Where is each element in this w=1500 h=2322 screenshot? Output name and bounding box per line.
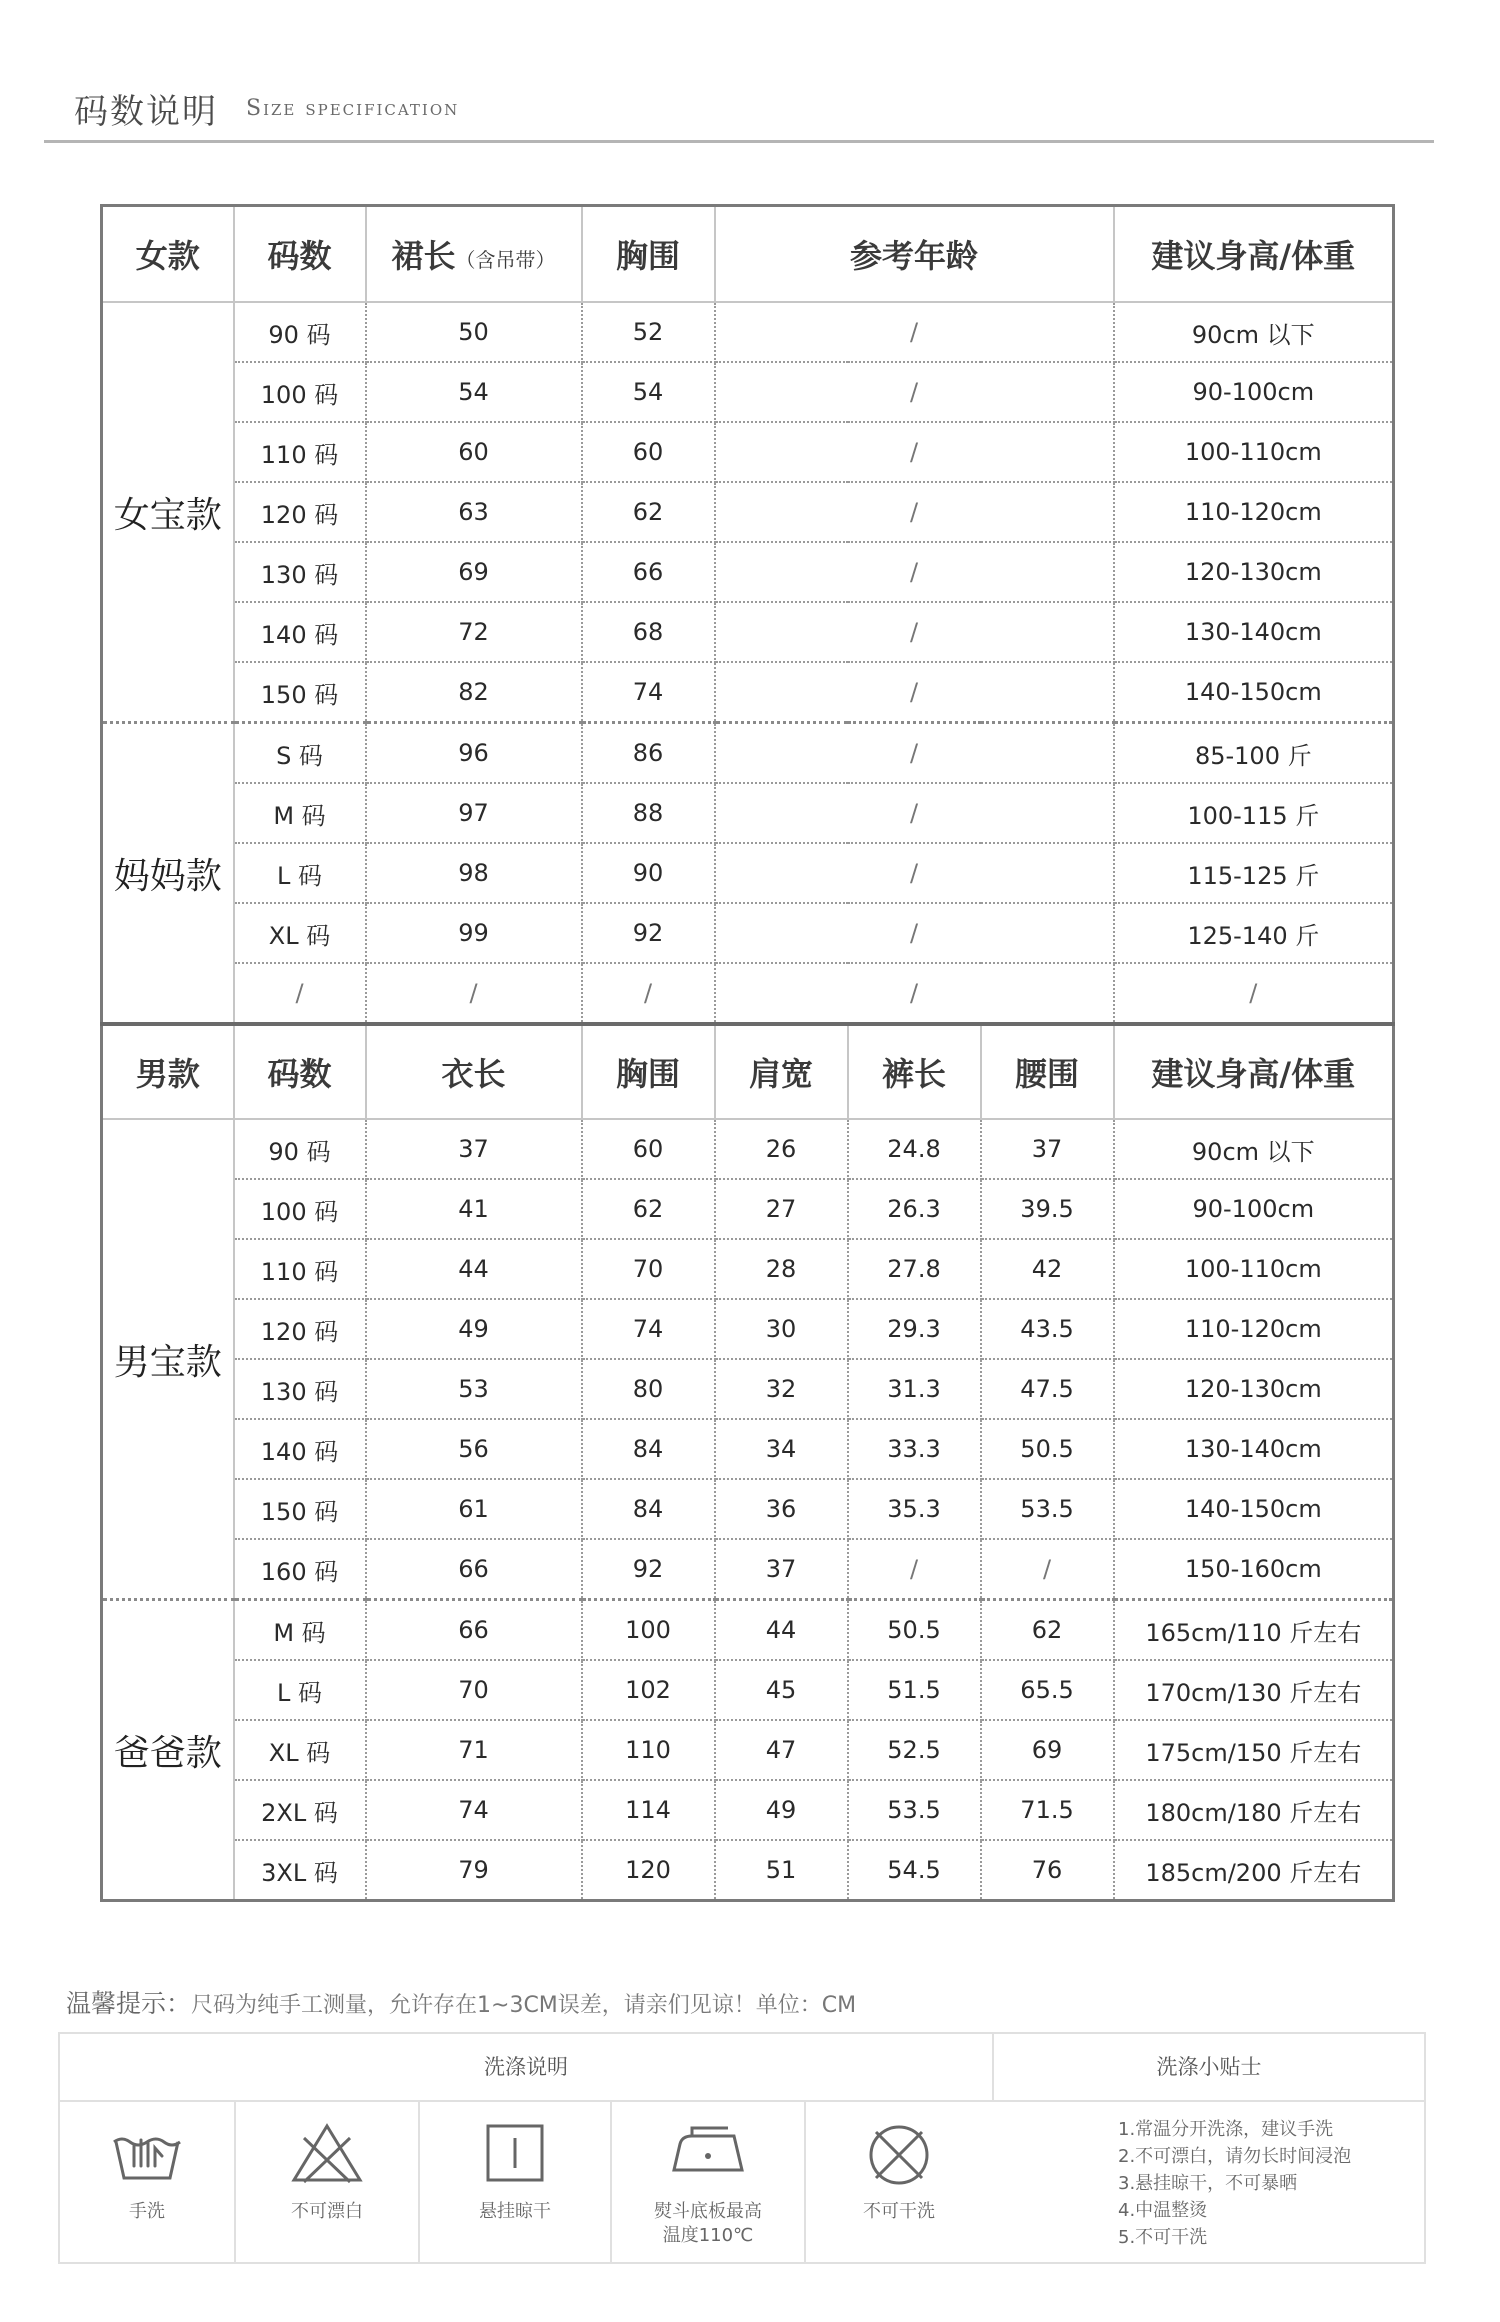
height-weight-cell: 130-140cm xyxy=(1114,602,1394,662)
waist-cell: / xyxy=(981,1539,1114,1600)
height-weight-cell: 140-150cm xyxy=(1114,662,1394,723)
size-cell: 120 码 xyxy=(234,1299,366,1359)
header-waist: 腰围 xyxy=(981,1024,1114,1119)
size-cell: 100 码 xyxy=(234,1179,366,1239)
chest-cell: 60 xyxy=(582,1119,715,1179)
wash-label-line2: 温度110℃ xyxy=(662,2225,754,2246)
height-weight-cell: 115-125 斤 xyxy=(1114,843,1394,903)
page-subtitle: Size specification xyxy=(246,96,460,121)
size-cell: 110 码 xyxy=(234,1239,366,1299)
chest-cell: 110 xyxy=(582,1720,715,1780)
top-length-cell: 61 xyxy=(366,1479,582,1539)
skirt-length-cell: 97 xyxy=(366,783,582,843)
pants-length-cell: 31.3 xyxy=(848,1359,981,1419)
pants-length-cell: 54.5 xyxy=(848,1840,981,1901)
table-row xyxy=(102,843,1394,903)
page-title: 码数说明 xyxy=(74,92,218,132)
shoulder-cell: 28 xyxy=(715,1239,848,1299)
skirt-length-cell: 54 xyxy=(366,362,582,422)
waist-cell: 50.5 xyxy=(981,1419,1114,1479)
shoulder-cell: 30 xyxy=(715,1299,848,1359)
wash-tips-list xyxy=(1118,2116,1351,2251)
wash-tip: 2.不可漂白，请勿长时间浸泡 xyxy=(1118,2146,1352,2167)
shoulder-cell: 37 xyxy=(715,1539,848,1600)
age-cell: / xyxy=(715,422,1114,482)
top-length-cell: 44 xyxy=(366,1239,582,1299)
height-weight-cell: 125-140 斤 xyxy=(1114,903,1394,963)
skirt-length-cell: 82 xyxy=(366,662,582,723)
size-cell: 140 码 xyxy=(234,602,366,662)
skirt-length-cell: 50 xyxy=(366,302,582,362)
top-length-cell: 66 xyxy=(366,1600,582,1661)
table-row xyxy=(102,1600,1394,1661)
table-row xyxy=(102,482,1394,542)
waist-cell: 37 xyxy=(981,1119,1114,1179)
tip-note xyxy=(66,1984,856,2020)
table-row xyxy=(102,1419,1394,1479)
chest-cell: 74 xyxy=(582,662,715,723)
group-label: 男宝款 xyxy=(102,1119,234,1600)
chest-cell: 62 xyxy=(582,482,715,542)
size-cell: 150 码 xyxy=(234,662,366,723)
header-height-weight: 建议身高/体重 xyxy=(1114,1024,1394,1119)
size-table xyxy=(100,204,1395,1902)
age-cell: / xyxy=(715,362,1114,422)
chest-cell: 92 xyxy=(582,903,715,963)
size-cell: M 码 xyxy=(234,783,366,843)
top-length-cell: 74 xyxy=(366,1780,582,1840)
chest-cell: 102 xyxy=(582,1660,715,1720)
height-weight-cell: 90-100cm xyxy=(1114,1179,1394,1239)
table-row xyxy=(102,783,1394,843)
waist-cell: 62 xyxy=(981,1600,1114,1661)
size-cell: 2XL 码 xyxy=(234,1780,366,1840)
wash-item-hand-wash xyxy=(60,2102,236,2262)
table-row xyxy=(102,1119,1394,1179)
height-weight-cell: 120-130cm xyxy=(1114,1359,1394,1419)
chest-cell: 66 xyxy=(582,542,715,602)
chest-cell: 120 xyxy=(582,1840,715,1901)
wash-tip: 5.不可干洗 xyxy=(1118,2227,1208,2248)
age-cell: / xyxy=(715,482,1114,542)
size-cell: XL 码 xyxy=(234,1720,366,1780)
waist-cell: 76 xyxy=(981,1840,1114,1901)
table-row xyxy=(102,662,1394,723)
height-weight-cell: / xyxy=(1114,963,1394,1024)
table-row xyxy=(102,1539,1394,1600)
chest-cell: 54 xyxy=(582,362,715,422)
chest-cell: 114 xyxy=(582,1780,715,1840)
skirt-length-cell: 63 xyxy=(366,482,582,542)
age-cell: / xyxy=(715,903,1114,963)
table-row xyxy=(102,723,1394,784)
table-row xyxy=(102,362,1394,422)
size-cell: M 码 xyxy=(234,1600,366,1661)
wash-item-iron xyxy=(612,2102,806,2262)
top-length-cell: 56 xyxy=(366,1419,582,1479)
chest-cell: 60 xyxy=(582,422,715,482)
top-length-cell: 37 xyxy=(366,1119,582,1179)
pants-length-cell: 33.3 xyxy=(848,1419,981,1479)
men-size-section xyxy=(102,1024,1394,1901)
wash-item-no-bleach xyxy=(236,2102,420,2262)
chest-cell: / xyxy=(582,963,715,1024)
table-row xyxy=(102,963,1394,1024)
table-row xyxy=(102,542,1394,602)
header-size: 码数 xyxy=(234,206,366,303)
wash-tip: 4.中温整烫 xyxy=(1118,2200,1208,2221)
height-weight-cell: 110-120cm xyxy=(1114,482,1394,542)
table-row xyxy=(102,1179,1394,1239)
chest-cell: 80 xyxy=(582,1359,715,1419)
size-cell: 130 码 xyxy=(234,542,366,602)
wash-label xyxy=(612,2200,804,2248)
shoulder-cell: 34 xyxy=(715,1419,848,1479)
size-cell: 110 码 xyxy=(234,422,366,482)
skirt-length-cell: 98 xyxy=(366,843,582,903)
wash-symbols xyxy=(60,2102,992,2262)
age-cell: / xyxy=(715,783,1114,843)
wash-item-no-dry-clean xyxy=(806,2102,992,2262)
waist-cell: 53.5 xyxy=(981,1479,1114,1539)
shoulder-cell: 51 xyxy=(715,1840,848,1901)
hand-wash-icon xyxy=(110,2120,184,2186)
header-skirt-length-note: （含吊带） xyxy=(455,248,556,272)
size-cell: 3XL 码 xyxy=(234,1840,366,1901)
waist-cell: 71.5 xyxy=(981,1780,1114,1840)
size-cell: S 码 xyxy=(234,723,366,784)
size-cell: 100 码 xyxy=(234,362,366,422)
wash-item-hang-dry xyxy=(420,2102,612,2262)
pants-length-cell: 50.5 xyxy=(848,1600,981,1661)
age-cell: / xyxy=(715,602,1114,662)
skirt-length-cell: 72 xyxy=(366,602,582,662)
no-bleach-icon xyxy=(290,2120,364,2186)
size-cell: / xyxy=(234,963,366,1024)
men-header-row xyxy=(102,1024,1394,1119)
header-skirt-length-label: 裙长 xyxy=(391,237,456,275)
header-skirt-length xyxy=(366,206,582,303)
wash-title: 洗涤说明 xyxy=(60,2034,994,2102)
shoulder-cell: 32 xyxy=(715,1359,848,1419)
chest-cell: 70 xyxy=(582,1239,715,1299)
wash-panel xyxy=(58,2032,1426,2264)
chest-cell: 84 xyxy=(582,1419,715,1479)
height-weight-cell: 100-110cm xyxy=(1114,1239,1394,1299)
wash-label: 悬挂晾干 xyxy=(479,2201,551,2222)
chest-cell: 90 xyxy=(582,843,715,903)
shoulder-cell: 27 xyxy=(715,1179,848,1239)
wash-tips-title: 洗涤小贴士 xyxy=(994,2034,1424,2102)
table-row xyxy=(102,1840,1394,1901)
age-cell: / xyxy=(715,963,1114,1024)
pants-length-cell: 27.8 xyxy=(848,1239,981,1299)
tip-label: 温馨提示： xyxy=(66,1989,192,2018)
top-length-cell: 41 xyxy=(366,1179,582,1239)
size-cell: 90 码 xyxy=(234,1119,366,1179)
size-cell: 120 码 xyxy=(234,482,366,542)
wash-tip: 1.常温分开洗涤，建议手洗 xyxy=(1118,2119,1334,2140)
skirt-length-cell: 96 xyxy=(366,723,582,784)
waist-cell: 65.5 xyxy=(981,1660,1114,1720)
waist-cell: 47.5 xyxy=(981,1359,1114,1419)
header-shoulder: 肩宽 xyxy=(715,1024,848,1119)
page-header xyxy=(44,78,1434,143)
tip-text: 尺码为纯手工测量，允许存在1~3CM误差，请亲们见谅！单位：CM xyxy=(191,1993,857,2018)
height-weight-cell: 90-100cm xyxy=(1114,362,1394,422)
height-weight-cell: 175cm/150 斤左右 xyxy=(1114,1720,1394,1780)
table-row xyxy=(102,1359,1394,1419)
skirt-length-cell: / xyxy=(366,963,582,1024)
size-cell: L 码 xyxy=(234,843,366,903)
women-size-section xyxy=(102,206,1394,1025)
height-weight-cell: 110-120cm xyxy=(1114,1299,1394,1359)
top-length-cell: 66 xyxy=(366,1539,582,1600)
header-category: 男款 xyxy=(102,1024,234,1119)
pants-length-cell: / xyxy=(848,1539,981,1600)
height-weight-cell: 100-115 斤 xyxy=(1114,783,1394,843)
shoulder-cell: 36 xyxy=(715,1479,848,1539)
size-cell: 90 码 xyxy=(234,302,366,362)
height-weight-cell: 90cm 以下 xyxy=(1114,302,1394,362)
wash-label: 手洗 xyxy=(129,2201,165,2222)
table-row xyxy=(102,302,1394,362)
table-row xyxy=(102,1780,1394,1840)
pants-length-cell: 35.3 xyxy=(848,1479,981,1539)
age-cell: / xyxy=(715,843,1114,903)
table-row xyxy=(102,903,1394,963)
header-pants-length: 裤长 xyxy=(848,1024,981,1119)
top-length-cell: 71 xyxy=(366,1720,582,1780)
shoulder-cell: 26 xyxy=(715,1119,848,1179)
skirt-length-cell: 69 xyxy=(366,542,582,602)
age-cell: / xyxy=(715,542,1114,602)
size-cell: 150 码 xyxy=(234,1479,366,1539)
height-weight-cell: 150-160cm xyxy=(1114,1539,1394,1600)
table-row xyxy=(102,1660,1394,1720)
header-chest: 胸围 xyxy=(582,206,715,303)
pants-length-cell: 52.5 xyxy=(848,1720,981,1780)
chest-cell: 84 xyxy=(582,1479,715,1539)
chest-cell: 88 xyxy=(582,783,715,843)
pants-length-cell: 26.3 xyxy=(848,1179,981,1239)
height-weight-cell: 90cm 以下 xyxy=(1114,1119,1394,1179)
size-cell: 160 码 xyxy=(234,1539,366,1600)
age-cell: / xyxy=(715,662,1114,723)
header-size: 码数 xyxy=(234,1024,366,1119)
top-length-cell: 79 xyxy=(366,1840,582,1901)
top-length-cell: 49 xyxy=(366,1299,582,1359)
pants-length-cell: 51.5 xyxy=(848,1660,981,1720)
wash-label: 不可漂白 xyxy=(291,2201,363,2222)
height-weight-cell: 180cm/180 斤左右 xyxy=(1114,1780,1394,1840)
waist-cell: 39.5 xyxy=(981,1179,1114,1239)
height-weight-cell: 185cm/200 斤左右 xyxy=(1114,1840,1394,1901)
pants-length-cell: 24.8 xyxy=(848,1119,981,1179)
pants-length-cell: 29.3 xyxy=(848,1299,981,1359)
table-row xyxy=(102,602,1394,662)
wash-tip: 3.悬挂晾干，不可暴晒 xyxy=(1118,2173,1298,2194)
iron-icon xyxy=(668,2120,748,2186)
waist-cell: 69 xyxy=(981,1720,1114,1780)
shoulder-cell: 47 xyxy=(715,1720,848,1780)
header-chest: 胸围 xyxy=(582,1024,715,1119)
age-cell: / xyxy=(715,302,1114,362)
table-row xyxy=(102,1479,1394,1539)
chest-cell: 100 xyxy=(582,1600,715,1661)
height-weight-cell: 165cm/110 斤左右 xyxy=(1114,1600,1394,1661)
wash-label-line1: 熨斗底板最高 xyxy=(654,2201,762,2222)
group-label: 妈妈款 xyxy=(102,723,234,1025)
height-weight-cell: 140-150cm xyxy=(1114,1479,1394,1539)
size-cell: XL 码 xyxy=(234,903,366,963)
shoulder-cell: 45 xyxy=(715,1660,848,1720)
header-height-weight: 建议身高/体重 xyxy=(1114,206,1394,303)
chest-cell: 68 xyxy=(582,602,715,662)
header-category: 女款 xyxy=(102,206,234,303)
chest-cell: 92 xyxy=(582,1539,715,1600)
pants-length-cell: 53.5 xyxy=(848,1780,981,1840)
table-row xyxy=(102,1239,1394,1299)
table-row xyxy=(102,422,1394,482)
group-label: 爸爸款 xyxy=(102,1600,234,1901)
height-weight-cell: 170cm/130 斤左右 xyxy=(1114,1660,1394,1720)
chest-cell: 74 xyxy=(582,1299,715,1359)
size-cell: 130 码 xyxy=(234,1359,366,1419)
shoulder-cell: 44 xyxy=(715,1600,848,1661)
age-cell: / xyxy=(715,723,1114,784)
wash-label: 不可干洗 xyxy=(863,2201,935,2222)
size-cell: L 码 xyxy=(234,1660,366,1720)
shoulder-cell: 49 xyxy=(715,1780,848,1840)
header-top-length: 衣长 xyxy=(366,1024,582,1119)
size-cell: 140 码 xyxy=(234,1419,366,1479)
waist-cell: 43.5 xyxy=(981,1299,1114,1359)
top-length-cell: 53 xyxy=(366,1359,582,1419)
group-label: 女宝款 xyxy=(102,302,234,723)
table-row xyxy=(102,1720,1394,1780)
chest-cell: 62 xyxy=(582,1179,715,1239)
table-row xyxy=(102,1299,1394,1359)
height-weight-cell: 100-110cm xyxy=(1114,422,1394,482)
skirt-length-cell: 60 xyxy=(366,422,582,482)
hang-dry-icon xyxy=(482,2120,548,2186)
height-weight-cell: 130-140cm xyxy=(1114,1419,1394,1479)
height-weight-cell: 120-130cm xyxy=(1114,542,1394,602)
waist-cell: 42 xyxy=(981,1239,1114,1299)
chest-cell: 86 xyxy=(582,723,715,784)
header-age: 参考年龄 xyxy=(715,206,1114,303)
skirt-length-cell: 99 xyxy=(366,903,582,963)
women-header-row xyxy=(102,206,1394,303)
chest-cell: 52 xyxy=(582,302,715,362)
height-weight-cell: 85-100 斤 xyxy=(1114,723,1394,784)
no-dry-clean-icon xyxy=(864,2120,934,2190)
top-length-cell: 70 xyxy=(366,1660,582,1720)
